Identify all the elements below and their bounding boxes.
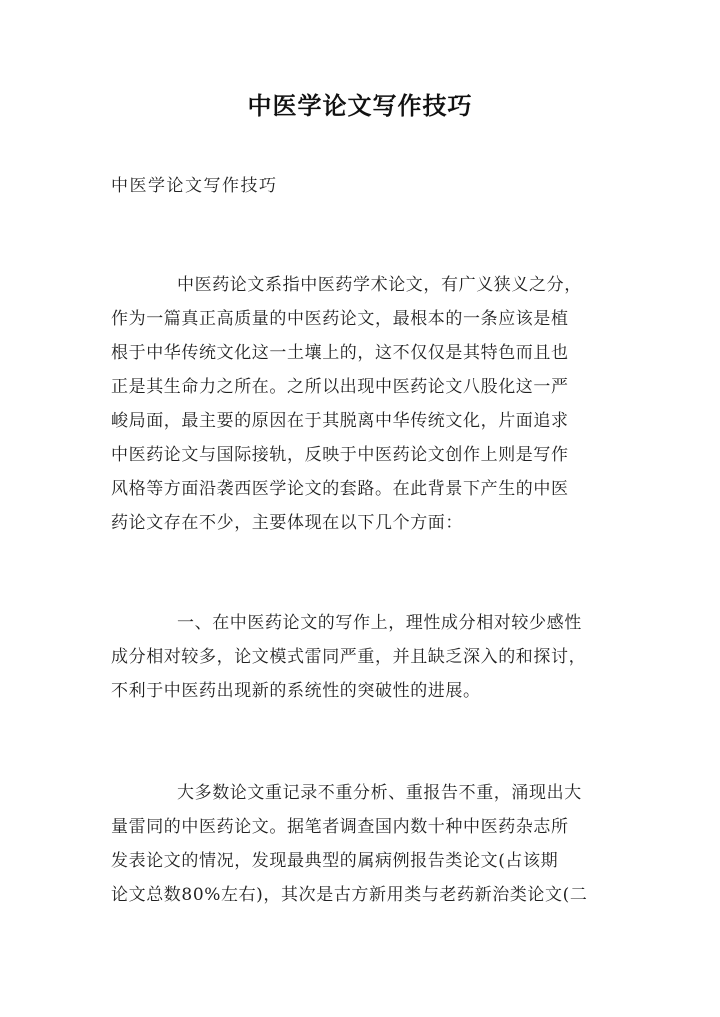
paragraph-line: 论文总数80%左右)，其次是古方新用类与老药新治类论文(二 <box>111 885 588 905</box>
paragraph-line: 中医药论文系指中医药学术论文，有广义狭义之分， <box>177 275 582 295</box>
paragraph-line: 不利于中医药出现新的系统性的突破性的进展。 <box>111 681 481 701</box>
paragraph-line: 根于中华传统文化这一土壤上的，这不仅仅是其特色而且也 <box>111 343 569 363</box>
paragraph-line: 中医药论文与国际接轨，反映于中医药论文创作上则是写作 <box>111 445 569 465</box>
paragraph-line: 成分相对较多，论文模式雷同严重，并且缺乏深入的和探讨， <box>111 647 587 667</box>
paragraph-line: 发表论文的情况，发现最典型的属病例报告类论文(占该期 <box>111 851 559 871</box>
paragraph-line: 大多数论文重记录不重分析、重报告不重，涌现出大 <box>177 783 582 803</box>
paragraph-line: 峻局面，最主要的原因在于其脱离中华传统文化，片面追求 <box>111 411 569 431</box>
paragraph-line: 作为一篇真正高质量的中医药论文，最根本的一条应该是植 <box>111 309 569 329</box>
paragraph-line: 一、在中医药论文的写作上，理性成分相对较少感性 <box>177 613 582 633</box>
paragraph-line: 量雷同的中医药论文。据笔者调查国内数十种中医药杂志所 <box>111 817 569 837</box>
document-title: 中医学论文写作技巧 <box>247 92 473 120</box>
paragraph-line: 正是其生命力之所在。之所以出现中医药论文八股化这一严 <box>111 377 569 397</box>
paragraph-line: 风格等方面沿袭西医学论文的套路。在此背景下产生的中医 <box>111 479 569 499</box>
paragraph-analysis <box>111 776 616 912</box>
paragraph-line: 药论文存在不少，主要体现在以下几个方面： <box>111 513 463 533</box>
paragraph-intro <box>111 268 616 540</box>
paragraph-point-one <box>111 606 616 708</box>
document-subtitle: 中医学论文写作技巧 <box>111 176 278 196</box>
